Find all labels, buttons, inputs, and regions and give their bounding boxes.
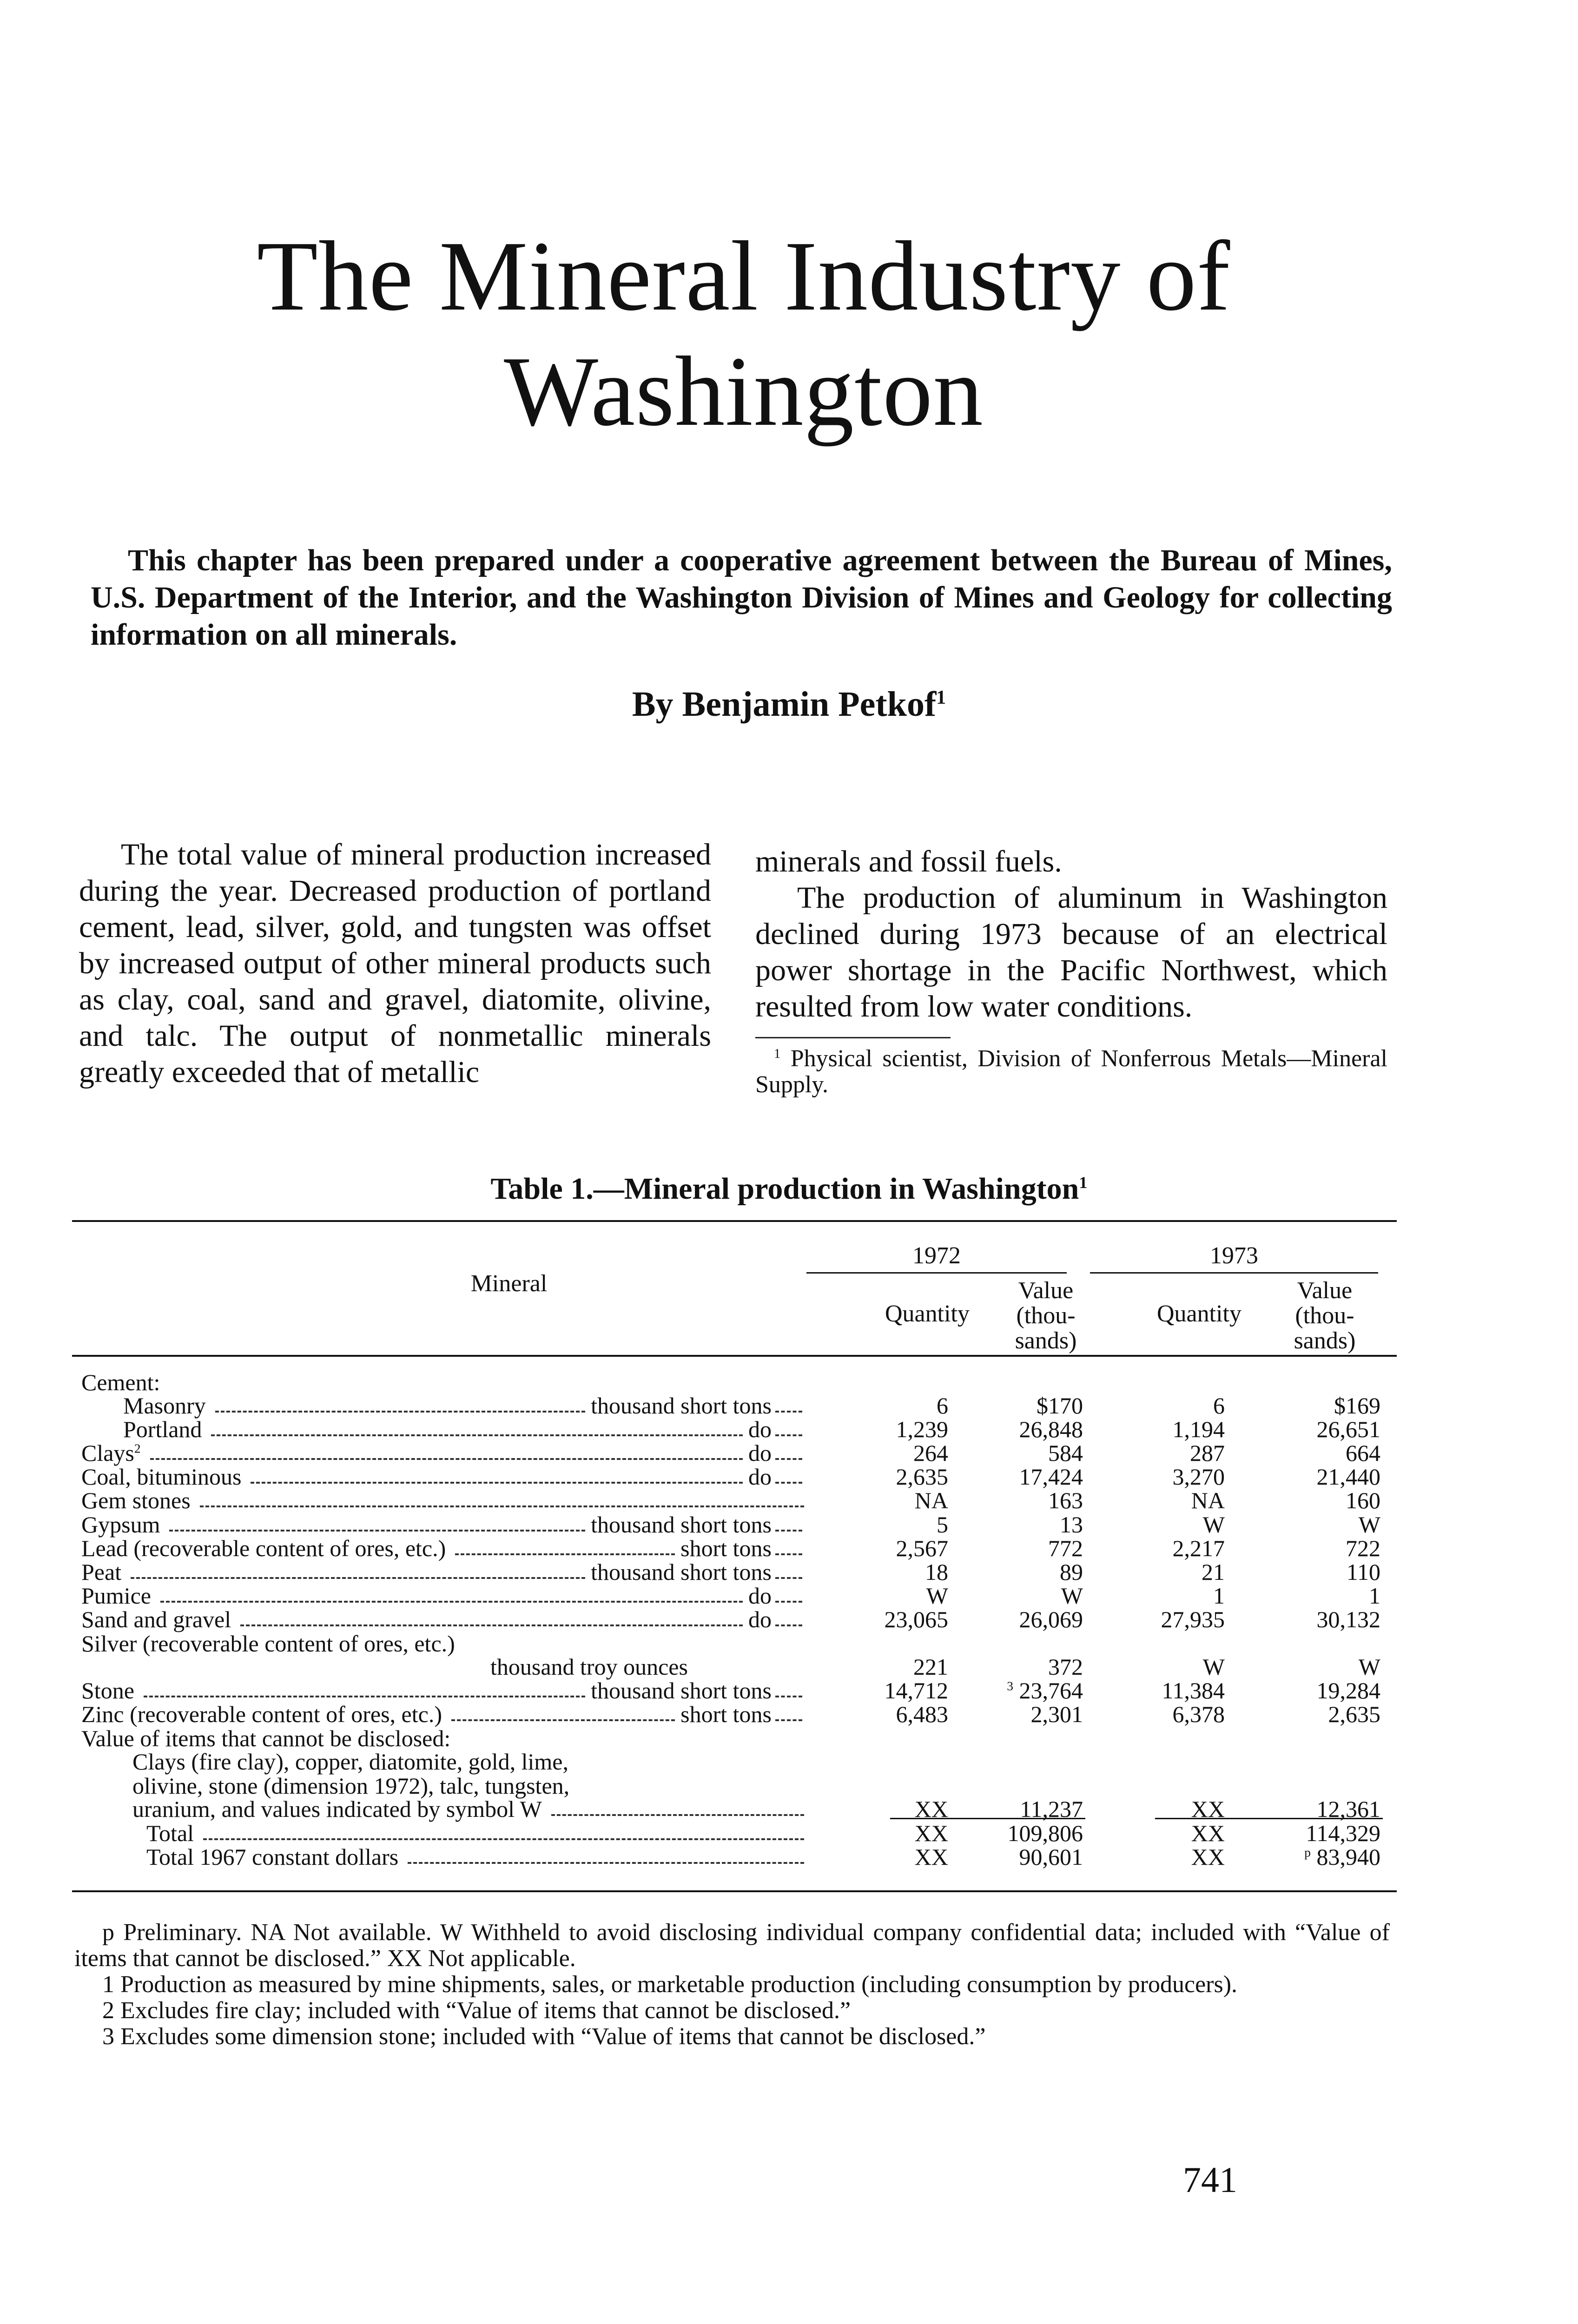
row-label: Clays$^2$ [81, 1440, 141, 1466]
table-cell-v2: 2,635 [1328, 1701, 1380, 1727]
table-cell-q2: XX [1191, 1796, 1225, 1822]
row-unit: short tons [680, 1701, 772, 1727]
row-label: Gypsum [81, 1512, 160, 1538]
table-row [72, 1702, 1397, 1727]
table-note: 1 Production as measured by mine shipments, sales, or marketable production (including consumption by producers). [102, 1971, 1238, 1998]
header-value-1973-line-1: Value [1297, 1277, 1353, 1304]
row-unit: do [748, 1440, 772, 1466]
table-row [72, 1654, 1397, 1679]
table-cell-q2: 3,270 [1172, 1464, 1225, 1490]
row-label: olivine, stone (dimension 1972), talc, tungsten, [132, 1773, 570, 1799]
sum-rule [1155, 1818, 1383, 1819]
table-row [72, 1583, 1397, 1608]
year-1972-rule [806, 1272, 1067, 1274]
cell-footnote-mark: p [1304, 1845, 1311, 1860]
header-value-1973-line-2: (thou- [1295, 1302, 1354, 1329]
row-label: Gem stones [81, 1487, 191, 1513]
table-cell-q1: 1,239 [896, 1416, 948, 1442]
table-cell-q1: W [926, 1583, 948, 1609]
table-cell-v2: 12,361 [1316, 1796, 1380, 1822]
table-cell-q2: 2,217 [1172, 1535, 1225, 1561]
header-value-1972-line-2: (thou- [1016, 1302, 1076, 1329]
table-cell-v2: W [1358, 1512, 1380, 1538]
table-row [72, 1631, 1397, 1656]
year-1973-rule [1090, 1272, 1378, 1274]
table-cell-q1: 2,635 [896, 1464, 948, 1490]
leader-dots [455, 1553, 675, 1555]
table-cell-q2: 1 [1213, 1583, 1225, 1609]
table-cell-v1: 90,601 [1019, 1844, 1083, 1870]
table-row [72, 1773, 1397, 1798]
table-cell-v2: 19,284 [1316, 1677, 1380, 1703]
table-cell-v1: 109,806 [1007, 1820, 1083, 1846]
table-row [72, 1393, 1397, 1418]
byline-text: By Benjamin Petkof [632, 685, 937, 724]
row-unit: thousand short tons [591, 1393, 772, 1419]
table-title-text: Table 1.—Mineral production in Washington [490, 1172, 1079, 1206]
table-cell-q1: 6 [937, 1393, 948, 1419]
table-cell-v1: 13 [1060, 1512, 1083, 1538]
table-cell-v1: 89 [1060, 1559, 1083, 1585]
table-cell-v2: 1 [1369, 1583, 1380, 1609]
table-cell-q1: 2,567 [896, 1535, 948, 1561]
table-row [72, 1417, 1397, 1442]
leader-dots [775, 1696, 802, 1697]
author-footnote-text: Physical scientist, Division of Nonferrous Metals—Mineral Supply. [755, 1045, 1387, 1098]
table-cell-q2: 287 [1190, 1440, 1225, 1466]
mineral-production-table [72, 1220, 1397, 1903]
leader-dots [211, 1434, 743, 1436]
table-cell-q2: 6 [1213, 1393, 1225, 1419]
body-paragraph-1: The total value of mineral production increased during the year. Decreased production of portland cement, lead, silver, gold, and tungsten was offset by increased output of other mineral products such as clay, coal, sand and gravel, diatomite, olivine, and talc. The output of nonmetallic minerals greatly exceeded that of metallic [79, 838, 711, 1089]
leader-dots [551, 1814, 804, 1816]
row-label: Masonry [123, 1393, 206, 1419]
row-unit: thousand short tons [591, 1512, 772, 1538]
table-row [72, 1370, 1397, 1395]
right-column [755, 844, 1387, 1098]
table-cell-q1: 23,065 [884, 1606, 948, 1632]
table-note: 3 Excludes some dimension stone; included with “Value of items that cannot be disclosed.” [102, 2023, 986, 2050]
byline [0, 684, 1578, 725]
row-label: Zinc (recoverable content of ores, etc.) [81, 1701, 442, 1727]
table-cell-v1: 17,424 [1019, 1464, 1083, 1490]
table-cell-v1: 26,069 [1019, 1606, 1083, 1632]
row-unit: thousand short tons [591, 1677, 772, 1703]
header-quantity-1973: Quantity [1157, 1301, 1241, 1327]
leader-dots [203, 1838, 804, 1840]
table-row [72, 1749, 1397, 1774]
leader-dots [251, 1482, 743, 1484]
table-cell-q1: XX [914, 1796, 948, 1822]
leader-dots [240, 1624, 743, 1626]
table-cell-q2: 6,378 [1172, 1701, 1225, 1727]
table-row [72, 1844, 1397, 1869]
row-label: Stone [81, 1677, 134, 1703]
table-cell-q1: 14,712 [884, 1677, 948, 1703]
table-cell-v2: 114,329 [1306, 1820, 1380, 1846]
table-bottom-rule [72, 1890, 1397, 1892]
leader-dots [775, 1719, 802, 1721]
row-label: uranium, and values indicated by symbol W [132, 1796, 542, 1822]
table-notes [74, 1920, 1390, 2050]
leader-dots [169, 1530, 585, 1532]
table-cell-q2: XX [1191, 1820, 1225, 1846]
leader-dots [775, 1553, 802, 1555]
row-footnote-mark: 2 [134, 1441, 141, 1456]
leader-dots [451, 1719, 675, 1721]
leader-dots [775, 1624, 802, 1626]
leader-dots [131, 1577, 585, 1579]
row-label: Total [146, 1820, 194, 1846]
row-label: Sand and gravel [81, 1606, 231, 1632]
table-cell-v1: $170 [1037, 1393, 1083, 1419]
table-cell-v1: $^3$ 23,764 [1007, 1677, 1083, 1703]
row-label: Portland [123, 1416, 202, 1442]
author-footnote-mark: 1 [774, 1046, 781, 1061]
row-label: Pumice [81, 1583, 151, 1609]
row-unit: do [748, 1464, 772, 1490]
table-cell-v2: 26,651 [1316, 1416, 1380, 1442]
leader-dots [160, 1601, 743, 1603]
table-cell-v2: 160 [1346, 1487, 1380, 1513]
row-label: Peat [81, 1559, 122, 1585]
row-label: Coal, bituminous [81, 1464, 242, 1490]
header-year-1972: 1972 [912, 1242, 961, 1269]
leader-dots [775, 1411, 802, 1413]
table-row [72, 1440, 1397, 1466]
table-cell-q1: 6,483 [896, 1701, 948, 1727]
table-title-mark: 1 [1079, 1173, 1088, 1192]
body-paragraph-2: The production of aluminum in Washington declined during 1973 because of an electrical power shortage in the Pacific Northwest, which resulted from low water conditions. [755, 881, 1387, 1023]
table-row [72, 1488, 1397, 1513]
table-cell-q1: XX [914, 1820, 948, 1846]
row-label: thousand troy ounces [490, 1654, 688, 1680]
leader-dots [775, 1601, 802, 1603]
author-footnote [755, 1046, 1387, 1098]
table-note: 2 Excludes fire clay; included with “Value of items that cannot be disclosed.” [102, 1997, 851, 2024]
table-row [72, 1607, 1397, 1632]
row-label: Clays (fire clay), copper, diatomite, gold, lime, [132, 1749, 568, 1775]
table-cell-q2: W [1202, 1512, 1225, 1538]
body-paragraph-1-continued: minerals and fossil fuels. [755, 845, 1062, 878]
table-cell-q2: W [1202, 1654, 1225, 1680]
row-unit: do [748, 1583, 772, 1609]
header-value-1972 [995, 1278, 1097, 1353]
table-cell-v2: W [1358, 1654, 1380, 1680]
table-cell-v1: 372 [1048, 1654, 1083, 1680]
header-year-1973: 1973 [1210, 1242, 1258, 1269]
leader-dots [775, 1434, 802, 1436]
table-cell-q2: 1,194 [1172, 1416, 1225, 1442]
table-cell-v1: 11,237 [1020, 1796, 1083, 1822]
table-row [72, 1512, 1397, 1537]
intro-paragraph: This chapter has been prepared under a cooperative agreement between the Bureau of Mines, U.S. Department of the Interior, and the Washington Division of Mines and Geology for collecting information on all minerals. [91, 543, 1392, 652]
leader-dots [150, 1458, 743, 1460]
table-cell-q2: 21 [1202, 1559, 1225, 1585]
table-row [72, 1559, 1397, 1585]
chapter-title [177, 218, 1311, 449]
table-cell-v1: W [1061, 1583, 1083, 1609]
leader-dots [200, 1505, 804, 1507]
leader-dots [215, 1411, 585, 1413]
leader-dots [775, 1482, 802, 1484]
table-cell-v1: 163 [1048, 1487, 1083, 1513]
leader-dots [408, 1862, 804, 1864]
table-cell-v2: 30,132 [1316, 1606, 1380, 1632]
row-unit: short tons [680, 1535, 772, 1561]
footnote-divider [755, 1037, 951, 1038]
cell-footnote-mark: 3 [1007, 1678, 1013, 1693]
header-value-1972-line-3: sands) [1015, 1327, 1077, 1354]
table-cell-v1: 26,848 [1019, 1416, 1083, 1442]
table-cell-v1: 2,301 [1030, 1701, 1083, 1727]
leader-dots [144, 1696, 585, 1697]
row-label: Lead (recoverable content of ores, etc.) [81, 1535, 446, 1561]
table-cell-v2: 722 [1346, 1535, 1380, 1561]
table-cell-q2: 11,384 [1162, 1677, 1225, 1703]
page-number: 741 [1183, 2159, 1237, 2200]
leader-dots [775, 1577, 802, 1579]
table-cell-v2: $^p$ 83,940 [1304, 1844, 1380, 1870]
table-cell-q1: 221 [913, 1654, 948, 1680]
table-cell-v1: 584 [1048, 1440, 1083, 1466]
table-cell-v2: $169 [1334, 1393, 1380, 1419]
header-bottom-rule [72, 1355, 1397, 1357]
table-cell-q2: 27,935 [1161, 1606, 1225, 1632]
header-value-1973-line-3: sands) [1294, 1327, 1356, 1354]
table-cell-v1: 772 [1048, 1535, 1083, 1561]
leader-dots [775, 1458, 802, 1460]
table-row [72, 1678, 1397, 1703]
table-title [0, 1171, 1578, 1207]
table-cell-q1: NA [914, 1487, 948, 1513]
header-value-1972-line-1: Value [1018, 1277, 1074, 1304]
row-unit: thousand short tons [591, 1559, 772, 1585]
table-cell-q1: 5 [937, 1512, 948, 1538]
table-top-rule [72, 1220, 1397, 1222]
table-cell-q1: 18 [925, 1559, 948, 1585]
chapter-title-line-1: The Mineral Industry of [257, 220, 1231, 331]
table-cell-q1: 264 [913, 1440, 948, 1466]
table-row [72, 1726, 1397, 1751]
table-cell-q2: XX [1191, 1844, 1225, 1870]
sum-rule [890, 1818, 1085, 1819]
table-row [72, 1821, 1397, 1846]
row-label: Cement: [81, 1369, 160, 1395]
header-quantity-1972: Quantity [885, 1301, 970, 1327]
table-cell-q2: NA [1191, 1487, 1225, 1513]
table-cell-v2: 664 [1346, 1440, 1380, 1466]
leader-dots [775, 1530, 802, 1532]
table-cell-v2: 21,440 [1316, 1464, 1380, 1490]
table-cell-v2: 110 [1346, 1559, 1380, 1585]
table-note: p Preliminary. NA Not available. W Withheld to avoid disclosing individual company confidential data; included with “Value of items that cannot be disclosed.” XX Not applicable. [74, 1919, 1390, 1972]
row-unit: do [748, 1416, 772, 1442]
table-row [72, 1464, 1397, 1489]
row-unit: do [748, 1606, 772, 1632]
row-label: Value of items that cannot be disclosed: [81, 1725, 451, 1751]
table-cell-q1: XX [914, 1844, 948, 1870]
header-mineral: Mineral [470, 1270, 548, 1297]
chapter-title-line-2: Washington [504, 336, 984, 447]
table-row [72, 1536, 1397, 1561]
row-label: Total 1967 constant dollars [146, 1844, 399, 1870]
byline-footnote-mark: 1 [936, 687, 946, 708]
header-value-1973 [1269, 1278, 1380, 1353]
row-label: Silver (recoverable content of ores, etc.) [81, 1631, 455, 1657]
